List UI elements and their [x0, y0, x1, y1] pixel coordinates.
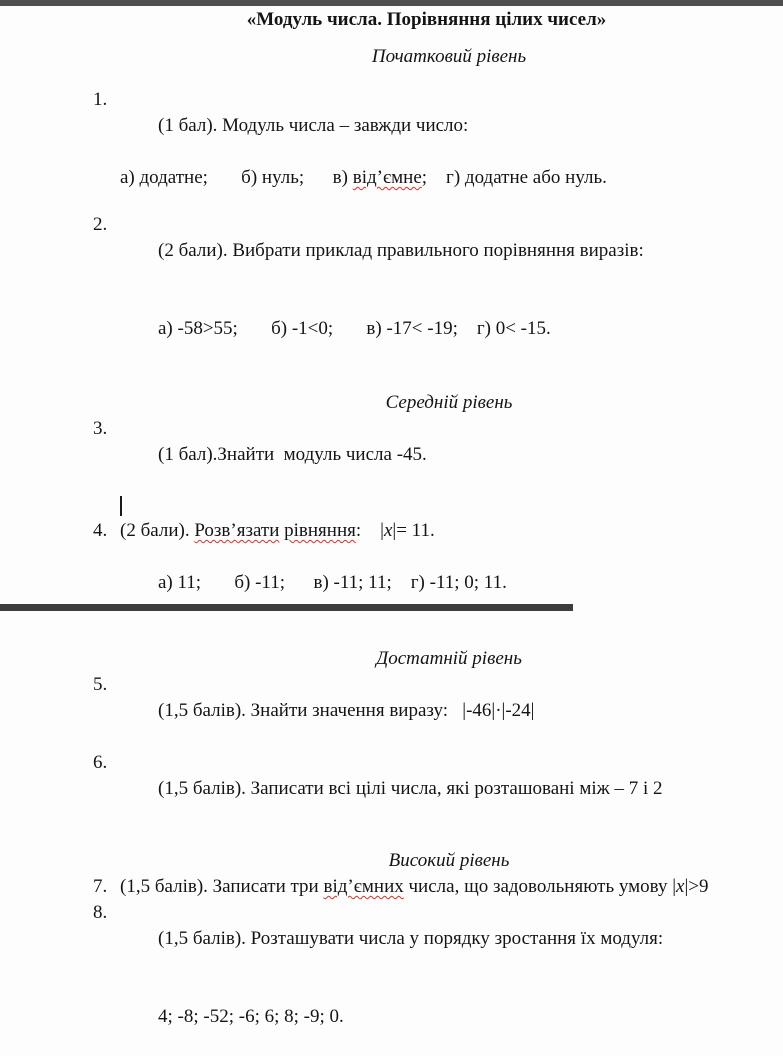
question-text: [120, 672, 534, 750]
text-run: (1 бал). Модуль числа – завжди число:: [158, 115, 469, 136]
bottom-edge-bar: [0, 604, 573, 611]
text-run: числа, що задовольняють умову |: [403, 876, 677, 897]
text-run: (1,5 балів). Записати три: [120, 876, 324, 897]
question-number: 3.: [93, 418, 108, 439]
misspelled-word: рівняння: [284, 520, 356, 541]
text-caret-line: [120, 494, 783, 518]
document-page: [0, 6, 783, 1056]
equation-variable: x: [383, 520, 393, 541]
section-heading-pochatkovyi: Початковий рівень: [371, 46, 527, 67]
question-number: 5.: [93, 674, 108, 695]
text-run: (2 бали).: [120, 520, 195, 541]
text-run: (1 бал).Знайти модуль числа -45.: [158, 444, 427, 465]
text-run: а) додатне; б) нуль; в): [120, 167, 353, 188]
text-run: ; г) додатне або нуль.: [421, 167, 607, 188]
text-run: (1,5 балів). Записати всі цілі числа, які розташовані між – 7 і 2: [158, 778, 663, 799]
section-heading-dostatnii: Достатній рівень: [376, 648, 522, 669]
document-title: «Модуль числа. Порівняння цілих чисел»: [246, 9, 607, 30]
text-run: а) -58>55; б) -1<0; в) -17< -19; г) 0< -15.: [158, 318, 551, 339]
text-run: (1,5 балів). Знайти значення виразу: |-46|·|-24|: [158, 700, 535, 721]
question-number: 1.: [93, 89, 108, 110]
text-run: |>9: [684, 876, 709, 897]
question-text: [120, 518, 507, 544]
question-text: [120, 874, 708, 900]
equation-variable: x: [676, 876, 685, 897]
question-text: [120, 416, 427, 494]
answer-numbers-line: [120, 978, 663, 1056]
question-text: [120, 750, 663, 828]
section-heading-serednii: Середній рівень: [385, 392, 513, 413]
question-item-1: [93, 87, 783, 191]
text-run: : |: [355, 520, 384, 541]
question-text: [120, 212, 644, 290]
question-text: [120, 900, 663, 978]
question-item-3: [93, 416, 783, 494]
misspelled-word: від’ємних: [323, 876, 404, 897]
question-item-8: [93, 900, 783, 1056]
question-number: 7.: [93, 876, 108, 897]
text-run: 4; -8; -52; -6; 6; 8; -9; 0.: [158, 1006, 344, 1027]
text-run: (2 бали). Вибрати приклад правильного порівняння виразів:: [158, 240, 644, 261]
misspelled-word: Розв’язати: [194, 520, 280, 541]
options-line: [120, 290, 644, 368]
question-text: [120, 87, 607, 165]
question-item-2: [93, 212, 783, 368]
misspelled-word: від’ємне: [352, 167, 422, 188]
text-run: (1,5 балів). Розташувати числа у порядку зростання їх модуля:: [158, 928, 664, 949]
text-run: а) 11; б) -11; в) -11; 11; г) -11; 0; 11.: [158, 572, 507, 593]
question-number: 4.: [93, 520, 108, 541]
text-caret: [120, 496, 122, 516]
question-number: 8.: [93, 902, 108, 923]
question-number: 2.: [93, 214, 108, 235]
question-item-6: [93, 750, 783, 828]
question-item-5: [93, 672, 783, 750]
options-line: [120, 165, 607, 191]
question-item-7: [93, 874, 783, 900]
text-run: |= 11.: [392, 520, 435, 541]
section-heading-vysokyi: Високий рівень: [388, 850, 510, 871]
question-number: 6.: [93, 752, 108, 773]
